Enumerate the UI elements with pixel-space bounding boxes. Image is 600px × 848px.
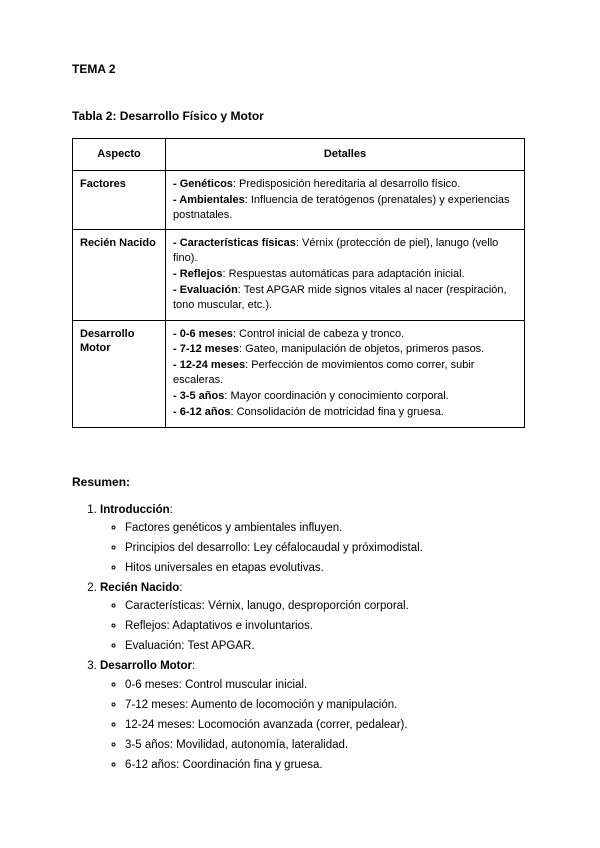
resumen-item: 3. Desarrollo Motor: ◦ 0-6 meses: Control muscular inicial. ◦ 7-12 meses: Aumento de locomoción y manipulación. ◦ 12-24 meses: Locomoción avanzada (correr, pedalear). ◦ 3-5 años: Movilidad, autonomía, lateralidad. ◦ 6-12 años: Coordinación fina y gruesa. [100, 658, 525, 773]
detail-term: - Reflejos [173, 268, 223, 281]
detail-text: : Perfección de movimientos como correr, subir escaleras. [173, 359, 475, 387]
resumen-sublist [100, 598, 525, 654]
detail-text: : Gateo, manipulación de objetos, primeros pasos. [239, 343, 485, 356]
detail-term: - 6-12 años [173, 405, 231, 418]
resumen-title: Resumen: [72, 474, 131, 489]
detail-term: - 3-5 años [173, 389, 225, 402]
detail-term: - Características físicas [173, 237, 296, 250]
resumen-subitem: ◦ 7-12 meses: Aumento de locomoción y manipulación. [125, 697, 525, 713]
aspect-cell: Recién Nacido [73, 230, 166, 320]
detail-text: : Control inicial de cabeza y tronco. [232, 327, 405, 340]
table-title: Tabla 2: Desarrollo Físico y Motor [72, 109, 264, 123]
resumen-subitem: ◦ Evaluación: Test APGAR. [125, 638, 525, 654]
doc-title: TEMA 2 [72, 62, 116, 76]
detail-text: : Respuestas automáticas para adaptación inicial. [222, 268, 465, 281]
detail-term: - 0-6 meses [173, 327, 233, 340]
detail-text: : Consolidación de motricidad fina y gruesa. [230, 405, 444, 418]
aspect-cell: Desarrollo Motor [73, 320, 166, 427]
resumen-item-label: Desarrollo Motor [100, 660, 193, 673]
detail-text: : Influencia de teratógenos (prenatales) y experiencias postnatales. [173, 193, 510, 221]
resumen-sublist [100, 677, 525, 773]
detail-text: : Predisposición hereditaria al desarrollo físico. [232, 177, 461, 190]
detail-cell [166, 230, 525, 320]
detail-line [173, 193, 517, 223]
detail-line [173, 358, 517, 388]
aspect-cell: Factores [73, 170, 166, 230]
detail-term: - 12-24 meses [173, 359, 246, 372]
table-header-row [73, 139, 525, 171]
header-aspecto: Aspecto [73, 139, 166, 171]
detail-cell [166, 170, 525, 230]
resumen-item: 1. Introducción: ◦ Factores genéticos y ambientales influyen. ◦ Principios del desarrollo: Ley céfalocaudal y próximodistal. ◦ Hitos universales en etapas evolutivas. [100, 502, 525, 576]
detail-term: - Ambientales [173, 193, 245, 206]
resumen-subitem: ◦ Principios del desarrollo: Ley céfalocaudal y próximodistal. [125, 540, 525, 556]
resumen-item: 2. Recién Nacido: ◦ Características: Vérnix, lanugo, desproporción corporal. ◦ Reflejos: Adaptativos e involuntarios. ◦ Evaluación: Test APGAR. [100, 580, 525, 654]
detail-line [173, 327, 517, 342]
resumen-sublist [100, 520, 525, 576]
resumen-subitem: ◦ 6-12 años: Coordinación fina y gruesa. [125, 757, 525, 773]
detail-line [173, 283, 517, 313]
detail-term: - 7-12 meses [173, 343, 240, 356]
resumen-subitem: ◦ Reflejos: Adaptativos e involuntarios. [125, 618, 525, 634]
resumen-item-label: Introducción [100, 503, 170, 516]
development-table [72, 138, 525, 428]
detail-line [173, 177, 517, 192]
detail-text: : Vérnix (protección de piel), lanugo (vello fino). [173, 237, 499, 265]
resumen-subitem: ◦ Características: Vérnix, lanugo, desproporción corporal. [125, 598, 525, 614]
detail-line [173, 389, 517, 404]
table-row [73, 230, 525, 320]
resumen-subitem: ◦ 12-24 meses: Locomoción avanzada (correr, pedalear). [125, 717, 525, 733]
detail-text: : Test APGAR mide signos vitales al nacer (respiración, tono muscular, etc.). [173, 283, 507, 311]
resumen-subitem: ◦ 3-5 años: Movilidad, autonomía, lateralidad. [125, 737, 525, 753]
table-row [73, 170, 525, 230]
resumen-subitem: ◦ Hitos universales en etapas evolutivas. [125, 560, 525, 576]
detail-line [173, 342, 517, 357]
detail-line [173, 405, 517, 420]
resumen-list [72, 502, 525, 773]
detail-term: - Genéticos [173, 177, 233, 190]
detail-text: : Mayor coordinación y conocimiento corporal. [224, 389, 449, 402]
detail-term: - Evaluación [173, 283, 238, 296]
resumen-subitem: ◦ Factores genéticos y ambientales influyen. [125, 520, 525, 536]
detail-cell [166, 320, 525, 427]
table-row [73, 320, 525, 427]
table-body [73, 170, 525, 427]
resumen-subitem: ◦ 0-6 meses: Control muscular inicial. [125, 677, 525, 693]
resumen-item-label: Recién Nacido [100, 582, 180, 595]
detail-line [173, 267, 517, 282]
detail-line [173, 236, 517, 266]
header-detalles: Detalles [166, 139, 525, 171]
